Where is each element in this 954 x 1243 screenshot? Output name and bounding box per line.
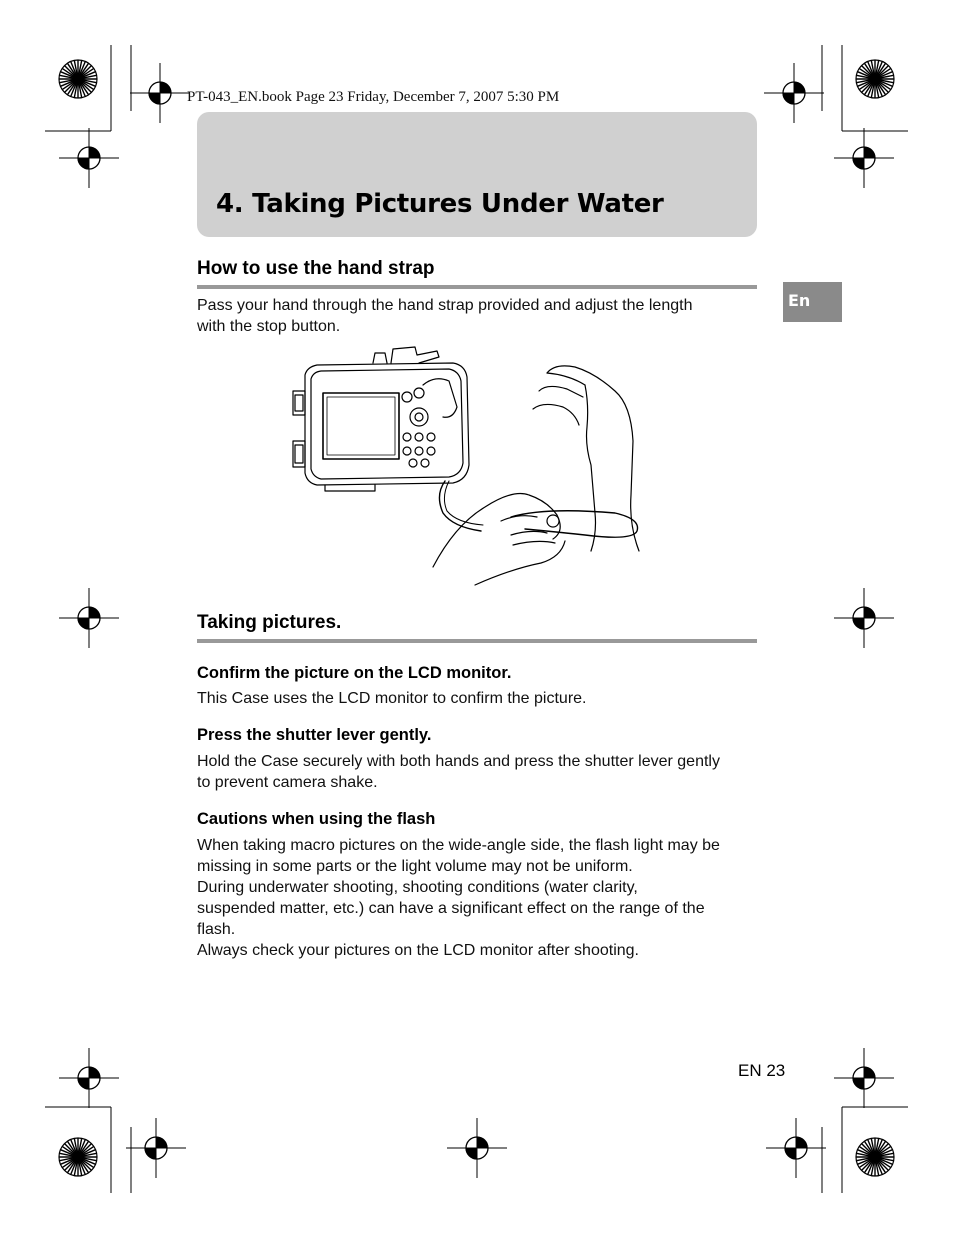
registration-mark-bottom-center (447, 1118, 507, 1178)
text-line: missing in some parts or the light volume may not be uniform. (197, 858, 633, 875)
text-line: Hold the Case securely with both hands and press the shutter lever gently (197, 753, 720, 770)
registration-mark-right-middle (834, 588, 894, 648)
text-line: When taking macro pictures on the wide-angle side, the flash light may be (197, 837, 720, 854)
text-line: with the stop button. (197, 318, 341, 335)
section-title-hand-strap: How to use the hand strap (197, 258, 435, 279)
registration-mark-right-lower (834, 1048, 894, 1108)
subheading-flash: Cautions when using the flash (197, 810, 436, 828)
confirm-paragraph: This Case uses the LCD monitor to confirm the picture. (197, 690, 587, 707)
section-rule (197, 639, 757, 643)
registration-mark-right-upper (834, 128, 894, 188)
registration-mark-bottom-right (766, 1118, 826, 1178)
registration-mark-left-upper (59, 128, 119, 188)
hand-strap-paragraph (197, 295, 763, 337)
shutter-paragraph (197, 751, 763, 793)
registration-mark-top-right (764, 63, 824, 123)
section-title-taking-pictures: Taking pictures. (197, 612, 342, 633)
text-line: Pass your hand through the hand strap provided and adjust the length (197, 297, 693, 314)
registration-mark-left-middle (59, 588, 119, 648)
text-line: suspended matter, etc.) can have a significant effect on the range of the (197, 900, 705, 917)
text-line: to prevent camera shake. (197, 774, 378, 791)
chapter-title: 4. Taking Pictures Under Water (216, 189, 664, 219)
book-info-line: PT-043_EN.book Page 23 Friday, December 7, 2007 5:30 PM (187, 89, 560, 105)
registration-mark-top-left (130, 63, 190, 123)
text-line: Always check your pictures on the LCD monitor after shooting. (197, 942, 639, 959)
section-rule (197, 285, 757, 289)
registration-mark-bottom-left (126, 1118, 186, 1178)
hand-strap-illustration (285, 345, 645, 595)
page-number: EN 23 (738, 1061, 786, 1080)
subheading-shutter: Press the shutter lever gently. (197, 726, 432, 744)
subheading-confirm: Confirm the picture on the LCD monitor. (197, 664, 512, 682)
text-line: During underwater shooting, shooting conditions (water clarity, (197, 879, 638, 896)
language-tab: En (783, 282, 842, 322)
flash-paragraph (197, 835, 763, 961)
text-line: flash. (197, 921, 236, 938)
registration-mark-left-lower (59, 1048, 119, 1108)
